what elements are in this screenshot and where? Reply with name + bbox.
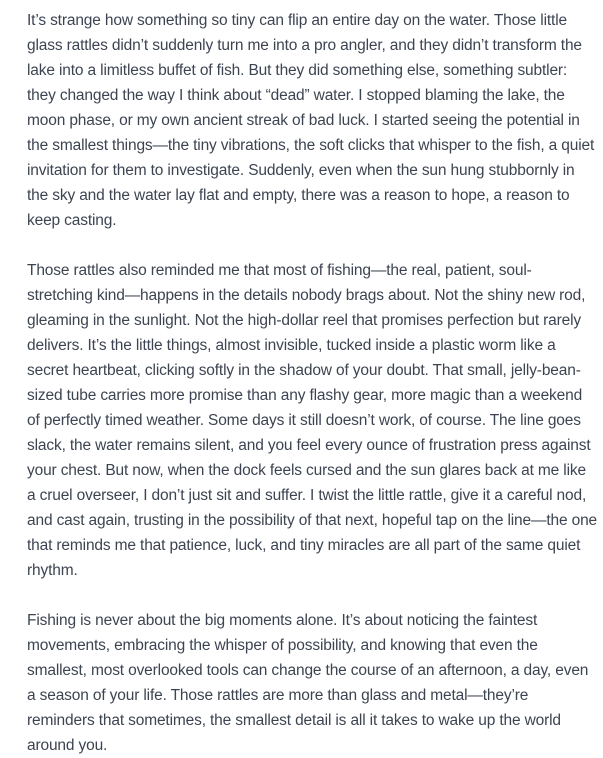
paragraph-fishing-details: Those rattles also reminded me that most of fishing—the real, patient, soul-stretching kind—happens in the details nobody brags about. Not the shiny new rod, gleaming in the sunlight. Not the high-dollar reel that promises perfection but rarely delivers. It’s the little things, almost invisible, tucked inside a plastic worm like a secret heartbeat, clicking softly in the shadow of your doubt. That small, jelly-bean-sized tube carries more promise than any flashy gear, more magic than a weekend of perfectly timed weather. Some days it still doesn’t work, of course. The line goes slack, the water remains silent, and you feel every ounce of frustration press against your chest. But now, when the dock feels cursed and the sun glares back at me like a cruel overseer, I don’t just sit and suffer. I twist the little rattle, give it a careful nod, and cast again, trusting in the possibility of that next, hopeful tap on the line—the one that reminds me that patience, luck, and tiny miracles are all part of the same quiet rhythm. bbox=[27, 262, 598, 579]
paragraph-rattles-flip-day: It’s strange how something so tiny can flip an entire day on the water. Those little glass rattles didn’t suddenly turn me into a pro angler, and they didn’t transform the lake into a limitless buffet of fish. But they did something else, something subtler: they changed the way I think about “dead” water. I stopped blaming the lake, the moon phase, or my own ancient streak of bad luck. I started seeing the potential in the smallest things—the tiny vibrations, the soft clicks that whisper to the fish, a quiet invitation for them to investigate. Suddenly, even when the sun hung stubbornly in the sky and the water lay flat and empty, there was a reason to hope, a reason to keep casting. bbox=[27, 12, 595, 229]
paragraph-closing-reflection: Fishing is never about the big moments alone. It’s about noticing the faintest movements, embracing the whisper of possibility, and knowing that even the smallest, most overlooked tools can change the course of an afternoon, a day, even a season of your life. Those rattles are more than glass and metal—they’re reminders that sometimes, the smallest detail is all it takes to wake up the world around you. bbox=[27, 612, 589, 754]
